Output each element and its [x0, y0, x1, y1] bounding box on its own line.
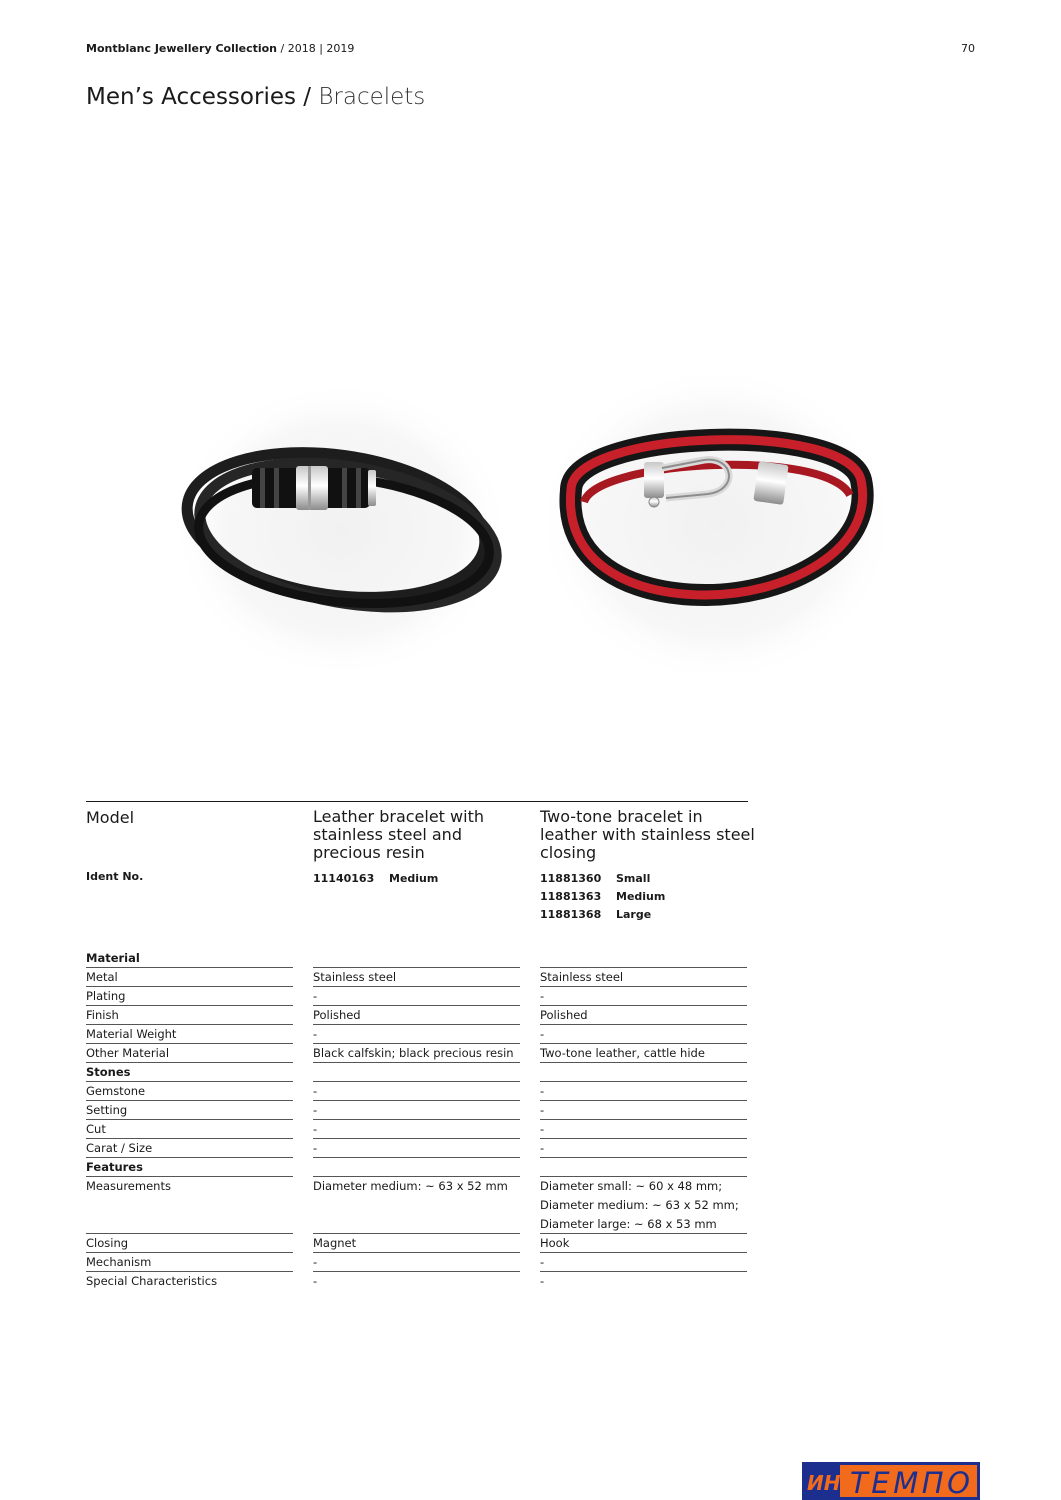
spec-value: Hook	[540, 1236, 570, 1250]
collection-years: / 2018 | 2019	[280, 42, 355, 55]
ident-row	[313, 870, 438, 888]
spec-value: -	[540, 1274, 545, 1288]
spec-label: Special Characteristics	[86, 1274, 218, 1288]
ident-row	[540, 906, 665, 924]
spec-value	[313, 949, 520, 968]
spec-label: Finish	[86, 1008, 119, 1022]
inn-tempo-logo	[802, 1462, 980, 1500]
ident-size: Medium	[389, 872, 439, 885]
spec-value: -	[540, 1027, 545, 1041]
spec-value: Stainless steel	[540, 970, 624, 984]
collection-name: Montblanc Jewellery Collection	[86, 42, 278, 55]
spec-value: Black calfskin; black precious resin	[313, 1046, 514, 1060]
spec-value: -	[313, 1084, 318, 1098]
ident-size: Medium	[616, 890, 666, 903]
spec-value: -	[313, 989, 318, 1003]
spec-value: Polished	[313, 1008, 361, 1022]
spec-label: Setting	[86, 1103, 128, 1117]
spec-label: Carat / Size	[86, 1141, 153, 1155]
spec-label: Material	[86, 951, 140, 965]
product-name-1: Leather bracelet with stainless steel and precious resin	[313, 807, 484, 862]
spec-value: Diameter small: ~ 60 x 48 mm;	[540, 1179, 723, 1193]
spec-value: Magnet	[313, 1236, 357, 1250]
spec-value: -	[313, 1103, 318, 1117]
spec-value	[540, 1063, 747, 1082]
ident-number: 11881368	[540, 908, 602, 921]
spec-label: Material Weight	[86, 1027, 177, 1041]
ident-size: Large	[616, 908, 652, 921]
logo-prefix: ИН	[807, 1471, 841, 1495]
title-subcategory: Bracelets	[318, 84, 426, 110]
ident-row	[540, 888, 665, 906]
spec-value: -	[540, 989, 545, 1003]
spec-label: Features	[86, 1160, 143, 1174]
logo-name: ТЕМПО	[850, 1466, 970, 1500]
product-name-2: Two-tone bracelet in leather with stainless steel closing	[540, 807, 755, 862]
spec-label: Cut	[86, 1122, 106, 1136]
page-title	[86, 84, 425, 110]
spec-label: Closing	[86, 1236, 129, 1250]
ident-number: 11881360	[540, 872, 602, 885]
spec-label: Metal	[86, 970, 118, 984]
model-label: Model	[86, 808, 135, 827]
spec-value: Diameter large: ~ 68 x 53 mm	[540, 1217, 717, 1231]
spec-value: -	[540, 1084, 545, 1098]
spec-label: Measurements	[86, 1179, 171, 1193]
spec-value	[540, 1158, 747, 1177]
ident-list-2	[540, 870, 665, 924]
spec-value: -	[313, 1255, 318, 1269]
table-top-rule	[86, 801, 748, 802]
spec-value: -	[313, 1122, 318, 1136]
spec-label: Plating	[86, 989, 126, 1003]
spec-value: -	[313, 1027, 318, 1041]
spec-value: Stainless steel	[313, 970, 397, 984]
spec-value: -	[313, 1141, 318, 1155]
spec-value: Diameter medium: ~ 63 x 52 mm;	[540, 1198, 739, 1212]
ident-label: Ident No.	[86, 870, 144, 883]
spec-value	[313, 1158, 520, 1177]
title-category: Men’s Accessories	[86, 84, 296, 110]
ident-size: Small	[616, 872, 651, 885]
spec-value: -	[540, 1141, 545, 1155]
page-number: 70	[961, 42, 975, 55]
spec-value: -	[540, 1255, 545, 1269]
running-header	[86, 42, 354, 55]
spec-label: Mechanism	[86, 1255, 152, 1269]
product-photo	[86, 130, 976, 780]
black-leather-bracelet-image	[171, 380, 511, 680]
spec-value: -	[540, 1103, 545, 1117]
ident-list-1	[313, 870, 438, 888]
spec-value: -	[313, 1274, 318, 1288]
spec-value	[313, 1063, 520, 1082]
two-tone-red-black-bracelet-image	[536, 365, 896, 685]
spec-value: -	[540, 1122, 545, 1136]
spec-value	[540, 949, 747, 968]
ident-number: 11140163	[313, 872, 375, 885]
spec-value: Diameter medium: ~ 63 x 52 mm	[313, 1179, 508, 1193]
spec-label: Stones	[86, 1065, 131, 1079]
ident-row	[540, 870, 665, 888]
spec-value: Two-tone leather, cattle hide	[540, 1046, 705, 1060]
ident-number: 11881363	[540, 890, 602, 903]
spec-label: Other Material	[86, 1046, 170, 1060]
spec-label: Gemstone	[86, 1084, 146, 1098]
spec-value: Polished	[540, 1008, 588, 1022]
title-separator: /	[303, 84, 312, 110]
